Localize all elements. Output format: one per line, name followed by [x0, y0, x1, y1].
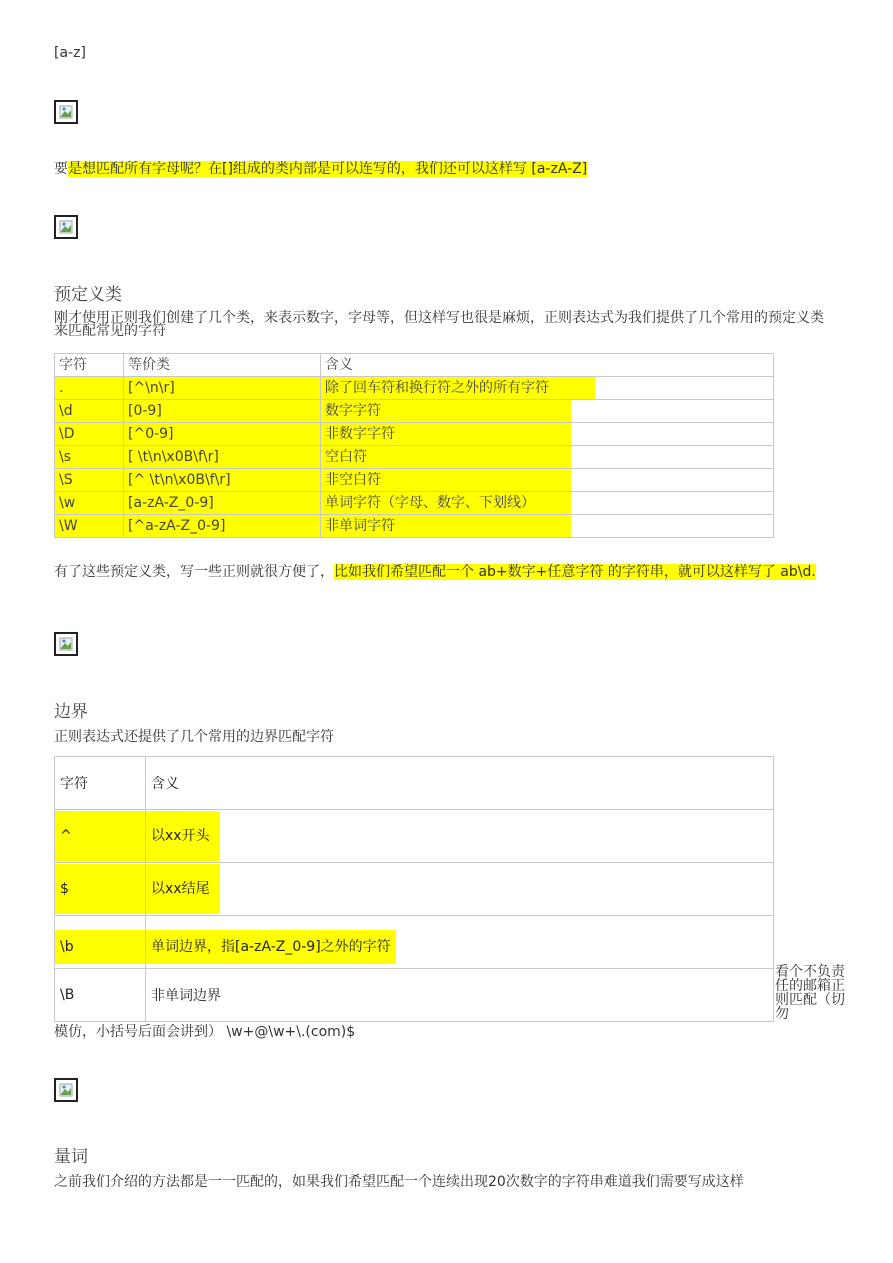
cell-meaning: 数字字符 [321, 400, 571, 422]
header-char: 字符 [55, 757, 146, 810]
broken-image-icon [54, 100, 78, 124]
cell-char: \d [55, 400, 124, 423]
cell-meaning: 以xx结尾 [146, 864, 220, 914]
cell-equiv: [^a-zA-Z_0-9] [124, 515, 321, 538]
header-meaning: 含义 [146, 757, 774, 810]
cell-char: $ [55, 864, 145, 914]
cell-meaning: 非空白符 [321, 469, 571, 491]
cell-equiv: [^0-9] [124, 423, 321, 446]
cell-meaning: 非数字字符 [321, 423, 571, 445]
table-row [55, 446, 774, 469]
cell-char: \w [55, 492, 124, 515]
table-row [55, 423, 774, 446]
cell-meaning: 非单词字符 [321, 515, 571, 537]
predefined-intro: 刚才使用正则我们创建了几个类，来表示数字，字母等，但这样写也很是麻烦，正则表达式为我们提供了几个常用的预定义类来匹配常见的字符 [54, 310, 824, 339]
cell-equiv: [ \t\n\x0B\f\r] [124, 446, 321, 469]
cell-equiv: [^ \t\n\x0B\f\r] [124, 469, 321, 492]
broken-image-icon [54, 632, 78, 656]
cell-char: ^ [55, 811, 145, 861]
section-title-predefined: 预定义类 [54, 285, 122, 305]
table-row [55, 377, 774, 400]
cell-meaning: 空白符 [321, 446, 571, 468]
cell-char: \s [55, 446, 124, 469]
code-line-a-z: [a-z] [54, 45, 86, 61]
table-row [55, 916, 774, 969]
paragraph-all-letters: 要是想匹配所有字母呢？在[]组成的类内部是可以连写的，我们还可以这样写 [a-zA-Z] [54, 161, 588, 177]
boundary-table [54, 756, 774, 1022]
cell-meaning: 以xx开头 [146, 811, 220, 861]
header-char: 字符 [55, 354, 124, 377]
table-row [55, 863, 774, 916]
predefined-classes-table [54, 353, 774, 538]
cell-char: \B [55, 969, 146, 1022]
quantifier-intro: 之前我们介绍的方法都是一一匹配的，如果我们希望匹配一个连续出现20次数字的字符串难道我们需要写成这样 [54, 1174, 744, 1190]
table-row [55, 492, 774, 515]
cell-meaning: 单词字符（字母、数字、下划线） [321, 492, 571, 514]
cell-char: \D [55, 423, 124, 446]
section-title-boundary: 边界 [54, 702, 88, 722]
table-header-row [55, 354, 774, 377]
table-row [55, 515, 774, 538]
header-meaning: 含义 [321, 354, 774, 377]
cell-meaning: 单词边界，指[a-zA-Z_0-9]之外的字符 [146, 930, 396, 964]
table-row [55, 469, 774, 492]
table-row [55, 810, 774, 863]
cell-meaning: 除了回车符和换行符之外的所有字符 [321, 377, 595, 399]
cell-char: \b [55, 930, 145, 964]
header-equiv: 等价类 [124, 354, 321, 377]
email-regex-text: 模仿，小括号后面会讲到） \w+@\w+\.(com)$ [54, 1024, 356, 1040]
email-regex-side-note: 看个不负责任的邮箱正则匹配（切勿 [775, 964, 845, 1022]
table-header-row [55, 757, 774, 810]
broken-image-icon [54, 1078, 78, 1102]
boundary-intro: 正则表达式还提供了几个常用的边界匹配字符 [54, 729, 334, 745]
cell-equiv: [a-zA-Z_0-9] [124, 492, 321, 515]
cell-char: \S [55, 469, 124, 492]
cell-meaning: 非单词边界 [146, 969, 774, 1022]
cell-equiv: [0-9] [124, 400, 321, 423]
cell-char: . [55, 377, 124, 400]
section-title-quantifier: 量词 [54, 1147, 88, 1167]
predefined-after-paragraph: 有了这些预定义类，写一些正则就很方便了，比如我们希望匹配一个 ab+数字+任意字符 的字符串，就可以这样写了 ab\d. [54, 564, 816, 580]
cell-equiv: [^\n\r] [124, 377, 321, 400]
table-row [55, 969, 774, 1022]
broken-image-icon [54, 215, 78, 239]
table-row [55, 400, 774, 423]
cell-char: \W [55, 515, 124, 538]
